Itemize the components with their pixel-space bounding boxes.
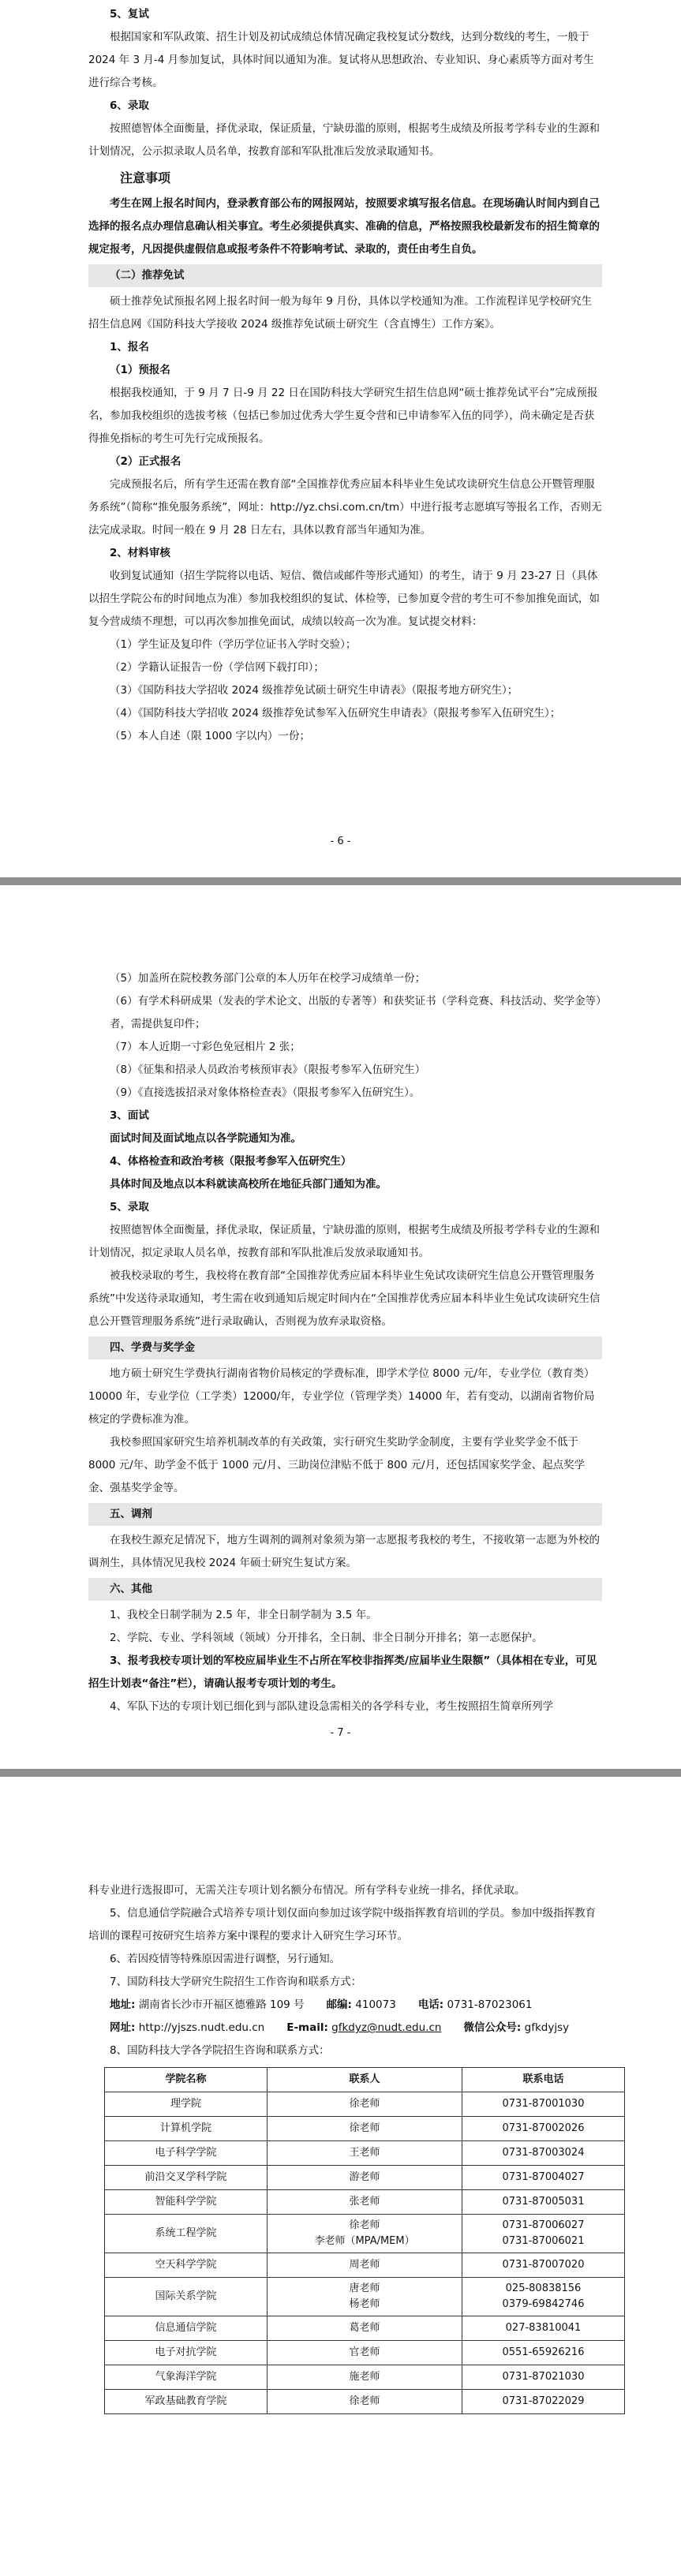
page-7-body — [88, 967, 602, 1718]
cell-college: 智能科学学院 — [105, 2190, 268, 2215]
paragraph: （二）推荐免试 — [88, 264, 602, 287]
table-row — [105, 2190, 625, 2215]
cell-college: 系统工程学院 — [105, 2215, 268, 2253]
cell-college: 国际关系学院 — [105, 2278, 268, 2316]
cell-phone: 0731-87001030 — [462, 2092, 624, 2117]
contact-item — [463, 2017, 569, 2039]
contact-item — [110, 2017, 264, 2039]
cell-phone: 0731-87021030 — [462, 2365, 624, 2390]
paragraph: （2）正式报名 — [110, 455, 181, 468]
table-row — [105, 2215, 625, 2253]
table-row — [105, 2166, 625, 2190]
paragraph: 5、录取 — [110, 1201, 149, 1213]
paragraph: 被我校录取的考生，我校将在教育部“全国推荐优秀应届本科毕业生免试攻读研究生信息公开暨管理服务系统”中发送待录取通知，考生需在收到通知后规定时间内在“全国推荐优秀应届本科毕业生免试攻读研究生信息公开暨管理服务系统”进行录取确认，否则视为放弃录取资格。 — [88, 1269, 601, 1328]
cell-phone: 027-83810041 — [462, 2316, 624, 2341]
paragraph: 具体时间及地点以本科就读高校所在地征兵部门通知为准。 — [110, 1178, 387, 1191]
contact-label: 网址: — [110, 2021, 136, 2034]
cell-contact: 周老师 — [268, 2253, 462, 2278]
paragraph: 6、录取 — [110, 99, 149, 112]
page-number: - 7 - — [330, 1727, 351, 1739]
paragraph: 在我校生源充足情况下，地方生调剂的调剂对象须为第一志愿报考我校的考生，不接收第一志愿为外校的调剂生，具体情况见我校 2024 年硕士研究生复试方案。 — [88, 1534, 600, 1569]
cell-contact: 徐老师 李老师（MPA/MEM） — [268, 2215, 462, 2253]
contact-value: gfkdyjsy — [524, 2021, 570, 2034]
contact-label: E-mail: — [286, 2021, 328, 2034]
cell-contact: 徐老师 — [268, 2092, 462, 2117]
contact-label: 地址: — [110, 1998, 136, 2011]
paragraph: （6）有学术科研成果（发表的学术论文、出版的专著等）和获奖证书（学科竞赛、科技活动、奖学金等）者，需提供复印件； — [110, 995, 601, 1030]
contact-item — [110, 1994, 305, 2017]
cell-phone: 0731-87005031 — [462, 2190, 624, 2215]
paragraph: 面试时间及面试地点以各学院通知为准。 — [110, 1132, 301, 1145]
column-header: 学院名称 — [105, 2068, 268, 2092]
paragraph: （3）《国防科技大学招收 2024 级推荐免试硕士研究生申请表》（限报考地方研究生）； — [110, 684, 518, 697]
paragraph: 六、其他 — [88, 1578, 602, 1601]
contact-label: 微信公众号: — [463, 2021, 522, 2034]
document-page-6 — [0, 0, 681, 877]
cell-contact: 徐老师 — [268, 2390, 462, 2414]
paragraph: 地方硕士研究生学费执行湖南省物价局核定的学费标准，即学术学位 8000 元/年，专业学位（教育类）10000 年，专业学位（工学类）12000/年，专业学位（管理学类）14000 年，若有变动，以湖南省物价局核定的学费标准为准。 — [88, 1367, 595, 1426]
table-row — [105, 2092, 625, 2117]
cell-contact: 王老师 — [268, 2141, 462, 2166]
cell-phone: 0731-87002026 — [462, 2117, 624, 2141]
page-6-body — [88, 3, 602, 748]
paragraph: 5、复试 — [110, 8, 149, 21]
college-contacts-table — [104, 2067, 625, 2414]
cell-phone: 0551-65926216 — [462, 2341, 624, 2365]
cell-college: 计算机学院 — [105, 2117, 268, 2141]
paragraph: 四、学费与奖学金 — [88, 1337, 602, 1359]
paragraph: 硕士推荐免试预报名网上报名时间一般为每年 9 月份，具体以学校通知为准。工作流程详见学校研究生招生信息网《国防科技大学接收 2024 级推荐免试硕士研究生（含直博生）工作方案》。 — [88, 295, 593, 331]
contact-value: 0731-87023061 — [447, 1998, 533, 2011]
table-row — [105, 2316, 625, 2341]
paragraph: 3、报考我校专项计划的军校应届毕业生不占所在军校非指挥类/应届毕业生限额”（具体相在专业，可见招生计划表“备注”栏），请确认报考专项计划的考生。 — [88, 1654, 597, 1690]
cell-contact: 唐老师 杨老师 — [268, 2278, 462, 2316]
cell-phone: 0731-87004027 — [462, 2166, 624, 2190]
paragraph: 按照德智体全面衡量，择优录取，保证质量，宁缺毋滥的原则，根据考生成绩及所报考学科专业的生源和计划情况，拟定录取人员名单，按教育部和军队批准后发放录取通知书。 — [88, 1224, 600, 1259]
contact-value: http://yjszs.nudt.edu.cn — [138, 2021, 265, 2034]
paragraph: 根据我校通知，于 9 月 7 日-9 月 22 日在国防科技大学研究生招生信息网“硕士推荐免试平台”完成预报名，参加我校组织的选拔考核（包括已参加过优秀大学生夏令营和已申请参军入伍的同学），尚未确定是否获得推免指标的考生可先行完成预报名。 — [88, 387, 598, 445]
contact-label: 电话: — [417, 1998, 444, 2011]
paragraph: （4）《国防科技大学招收 2024 级推荐免试参军入伍研究生申请表》（限报考参军入伍研究生）； — [110, 707, 561, 720]
table-row — [105, 2117, 625, 2141]
contact-value: 湖南省长沙市开福区德雅路 109 号 — [138, 1998, 305, 2011]
cell-contact: 徐老师 — [268, 2117, 462, 2141]
table-row — [105, 2341, 625, 2365]
paragraph: 考生在网上报名时间内，登录教育部公布的网报网站，按照要求填写报名信息。在现场确认时间内到自己选择的报名点办理信息确认相关事宜。考生必须提供真实、准确的信息，严格按照我校最新发布的招生简章的规定报考，凡因提供虚假信息或报考条件不符影响考试、录取的，责任由考生自负。 — [88, 197, 600, 256]
paragraph: 五、调剂 — [88, 1503, 602, 1526]
table-row — [105, 2278, 625, 2316]
table-body — [105, 2092, 625, 2414]
contact-label: 邮编: — [326, 1998, 352, 2011]
paragraph: 3、面试 — [110, 1109, 149, 1122]
cell-phone: 025-80838156 0379-69842746 — [462, 2278, 624, 2316]
paragraph: （2）学籍认证报告一份（学信网下载打印）； — [110, 661, 324, 674]
cell-phone: 0731-87022029 — [462, 2390, 624, 2414]
cell-contact: 张老师 — [268, 2190, 462, 2215]
paragraph: 4、军队下达的专项计划已细化到与部队建设急需相关的各学科专业，考生按照招生简章所列学 — [110, 1700, 554, 1713]
paragraph: 7、国防科技大学研究生院招生工作咨询和联系方式： — [110, 1976, 362, 1988]
paragraph: 注意事项 — [120, 170, 171, 185]
paragraph: （8）《征集和招录人员政治考核预审表》（限报考参军入伍研究生） — [110, 1064, 426, 1076]
paragraph: 2、学院、专业、学科领域（领域）分开排名，全日制、非全日制分开排名；第一志愿保护。 — [110, 1632, 543, 1644]
paragraph: 6、若因疫情等特殊原因需进行调整，另行通知。 — [110, 1953, 341, 1965]
paragraph: 1、我校全日制学制为 2.5 年，非全日制学制为 3.5 年。 — [110, 1609, 377, 1621]
contact-item — [327, 1994, 396, 2017]
cell-college: 前沿交叉学科学院 — [105, 2166, 268, 2190]
cell-phone: 0731-87007020 — [462, 2253, 624, 2278]
cell-college: 空天科学学院 — [105, 2253, 268, 2278]
paragraph: （5）加盖所在院校教务部门公章的本人历年在校学习成绩单一份； — [110, 972, 426, 985]
paragraph: （1）预报名 — [110, 364, 170, 376]
paragraph: 完成预报名后，所有学生还需在教育部“全国推荐优秀应届本科毕业生免试攻读研究生信息公开暨管理服务系统”（简称“推免服务系统”，网址：http://yz.chsi.com.cn/tm）中进行报考志愿填写等报名工作，否则无法完成录取。时间一般在 9 月 28 日左右，具体以教育部当年通知为准。 — [88, 478, 602, 537]
page-8-body — [88, 1879, 602, 1994]
paragraph: 收到复试通知（招生学院将以电话、短信、微信或邮件等形式通知）的考生，请于 9 月 23-27 日（具体以招生学院公布的时间地点为准）参加我校组织的复试、体检等，已参加夏令营的考生可不参加推免面试，如复今营成绩不理想，可以再次参加推免面试，成绩以较高一次为准。复试提交材料： — [88, 570, 600, 628]
cell-college: 信息通信学院 — [105, 2316, 268, 2341]
paragraph: （5）本人自述（限 1000 字以内）一份； — [110, 730, 311, 742]
table-title: 8、国防科技大学各学院招生咨询和联系方式： — [110, 2044, 330, 2057]
cell-college: 电子科学学院 — [105, 2141, 268, 2166]
cell-phone: 0731-87006027 0731-87006021 — [462, 2215, 624, 2253]
paragraph: 2、材料审核 — [110, 547, 170, 559]
table-row — [105, 2390, 625, 2414]
page-separator — [0, 877, 681, 885]
document-page-8 — [0, 1777, 681, 2576]
table-row — [105, 2253, 625, 2278]
contact-row-web — [88, 2017, 602, 2039]
table-row — [105, 2365, 625, 2390]
paragraph: 根据国家和军队政策、招生计划及初试成绩总体情况确定我校复试分数线，达到分数线的考生，一般于 2024 年 3 月-4 月参加复试，具体时间以通知为准。复试将从思想政治、专业知识、身心素质等方面对考生进行综合考核。 — [88, 31, 594, 89]
paragraph: 按照德智体全面衡量，择优录取，保证质量，宁缺毋滥的原则，根据考生成绩及所报考学科专业的生源和计划情况，公示拟录取人员名单，按教育部和军队批准后发放录取通知书。 — [88, 122, 600, 158]
cell-contact: 施老师 — [268, 2365, 462, 2390]
contact-value[interactable]: gfkdyz@nudt.edu.cn — [331, 2021, 442, 2034]
column-header: 联系电话 — [462, 2068, 624, 2092]
cell-college: 军政基础教育学院 — [105, 2390, 268, 2414]
paragraph: （9）《直接选拔招录对象体格检查表》（限报考参军入伍研究生）。 — [110, 1086, 421, 1099]
contact-item — [286, 2017, 441, 2039]
paragraph: 我校参照国家研究生培养机制改革的有关政策，实行研究生奖助学金制度，主要有学业奖学金不低于 8000 元/年、助学金不低于 1000 元/月、三助岗位津贴不低于 800 元/月，还包括国家奖学金、起点奖学金、强基奖学金等。 — [88, 1436, 586, 1494]
cell-contact: 官老师 — [268, 2341, 462, 2365]
table-header-row — [105, 2068, 625, 2092]
paragraph: （1）学生证及复印件（学历学位证书入学时交验）； — [110, 638, 357, 651]
contact-item — [418, 1994, 533, 2017]
page-number: - 6 - — [330, 836, 351, 847]
contact-value: 410073 — [355, 1998, 396, 2011]
table-row — [105, 2141, 625, 2166]
document-page-7 — [0, 885, 681, 1769]
cell-phone: 0731-87003024 — [462, 2141, 624, 2166]
paragraph: （7）本人近期一寸彩色免冠相片 2 张； — [110, 1041, 301, 1053]
column-header: 联系人 — [268, 2068, 462, 2092]
cell-contact: 葛老师 — [268, 2316, 462, 2341]
cell-contact: 游老师 — [268, 2166, 462, 2190]
cell-college: 理学院 — [105, 2092, 268, 2117]
cell-college: 气象海洋学院 — [105, 2365, 268, 2390]
paragraph: 5、信息通信学院融合式培养专项计划仅面向参加过该学院中级指挥教育培训的学员。参加中级指挥教育培训的课程可按研究生培养方案中课程的要求计入研究生学习环节。 — [88, 1907, 597, 1942]
page-separator — [0, 1769, 681, 1777]
cell-college: 电子对抗学院 — [105, 2341, 268, 2365]
contact-row-address — [88, 1994, 602, 2017]
paragraph: 科专业进行选报即可，无需关注专项计划名额分布情况。所有学科专业统一排名，择优录取。 — [88, 1884, 526, 1897]
paragraph: 1、报名 — [110, 341, 149, 353]
paragraph: 4、体格检查和政治考核（限报考参军入伍研究生） — [110, 1155, 352, 1168]
